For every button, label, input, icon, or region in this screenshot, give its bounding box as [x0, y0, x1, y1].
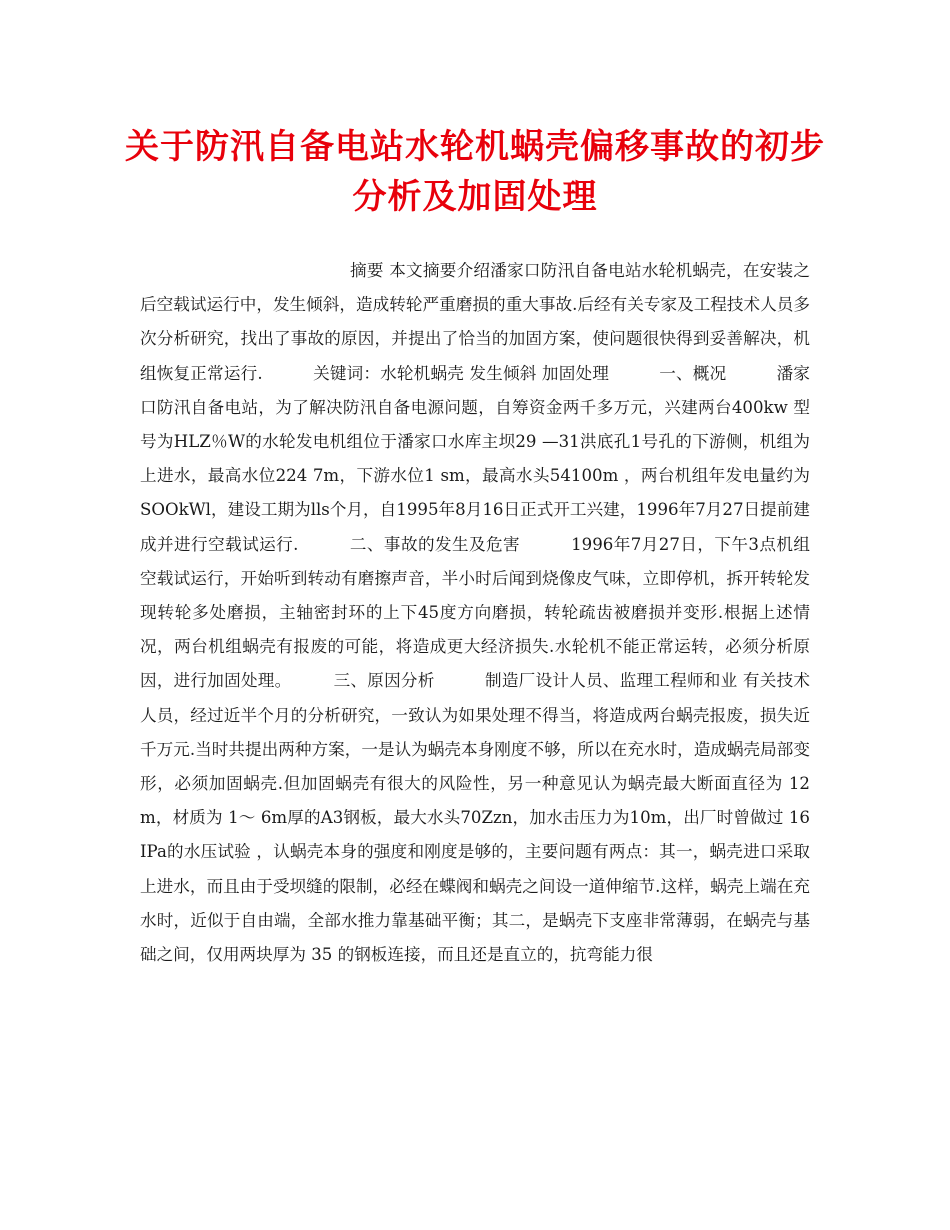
document-title: 关于防汛自备电站水轮机蜗壳偏移事故的初步分析及加固处理	[125, 127, 825, 217]
document-body: 摘要 本文摘要介绍潘家口防汛自备电站水轮机蜗壳，在安装之后空载试运行中，发生倾斜，造成转轮严重磨损的重大事故.后经有关专家及工程技术人员多次分析研究，找出了事故的原因，并提出了恰当的加固方案，使问题很快得到妥善解决，机组恢复正常运行. 关键词：水轮机蜗壳 发生倾斜 加固处理 一、概况 潘家口防汛自备电站，为了解决防汛自备电源问题，自筹资金两千多万元，兴建两台400kw 型号为HLZ％W的水轮发电机组位于潘家口水库主坝29 —31洪底孔1号孔的下游侧，机组为上进水，最高水位224 7m，下游水位1 sm，最高水头54100m ，两台机组年发电量约为 SOOkWl，建设工期为lls个月，自1995年8月16日正式开工兴建，1996年7月27日提前建成并进行空载试运行. 二、事故的发生及危害 1996年7月27日，下午3点机组空载试运行，开始听到转动有磨擦声音，半小时后闻到烧像皮气味，立即停机，拆开转轮发现转轮多处磨损，主轴密封环的上下45度方向磨损，转轮疏齿被磨损并变形.根据上述情况，两台机组蜗壳有报废的可能，将造成更大经济损失.水轮机不能正常运转，必须分析原因，进行加固处理。 三、原因分析 制造厂设计人员、监理工程师和业 有关技术人员，经过近半个月的分析研究，一致认为如果处理不得当，将造成两台蜗壳报废，损失近千万元.当时共提出两种方案，一是认为蜗壳本身刚度不够，所以在充水时，造成蜗壳局部变形，必须加固蜗壳.但加固蜗壳有很大的风险性，另一种意见认为蜗壳最大断面直径为 12m，材质为 1～ 6m厚的A3钢板，最大水头70Zzn，加水击压力为10m，出厂时曾做过 16IPa的水压试验 ，认蜗壳本身的强度和刚度是够的，主要问题有两点：其一，蜗壳进口采取上进水，而且由于受坝缝的限制，必经在蝶阀和蜗壳之间设一道伸缩节.这样，蜗壳上端在充水时，近似于自由端，全部水推力靠基础平衡；其二，是蜗壳下支座非常薄弱，在蜗壳与基础之间，仅用两块厚为 35 的钢板连接，而且还是直立的，抗弯能力很	[140, 261, 810, 965]
